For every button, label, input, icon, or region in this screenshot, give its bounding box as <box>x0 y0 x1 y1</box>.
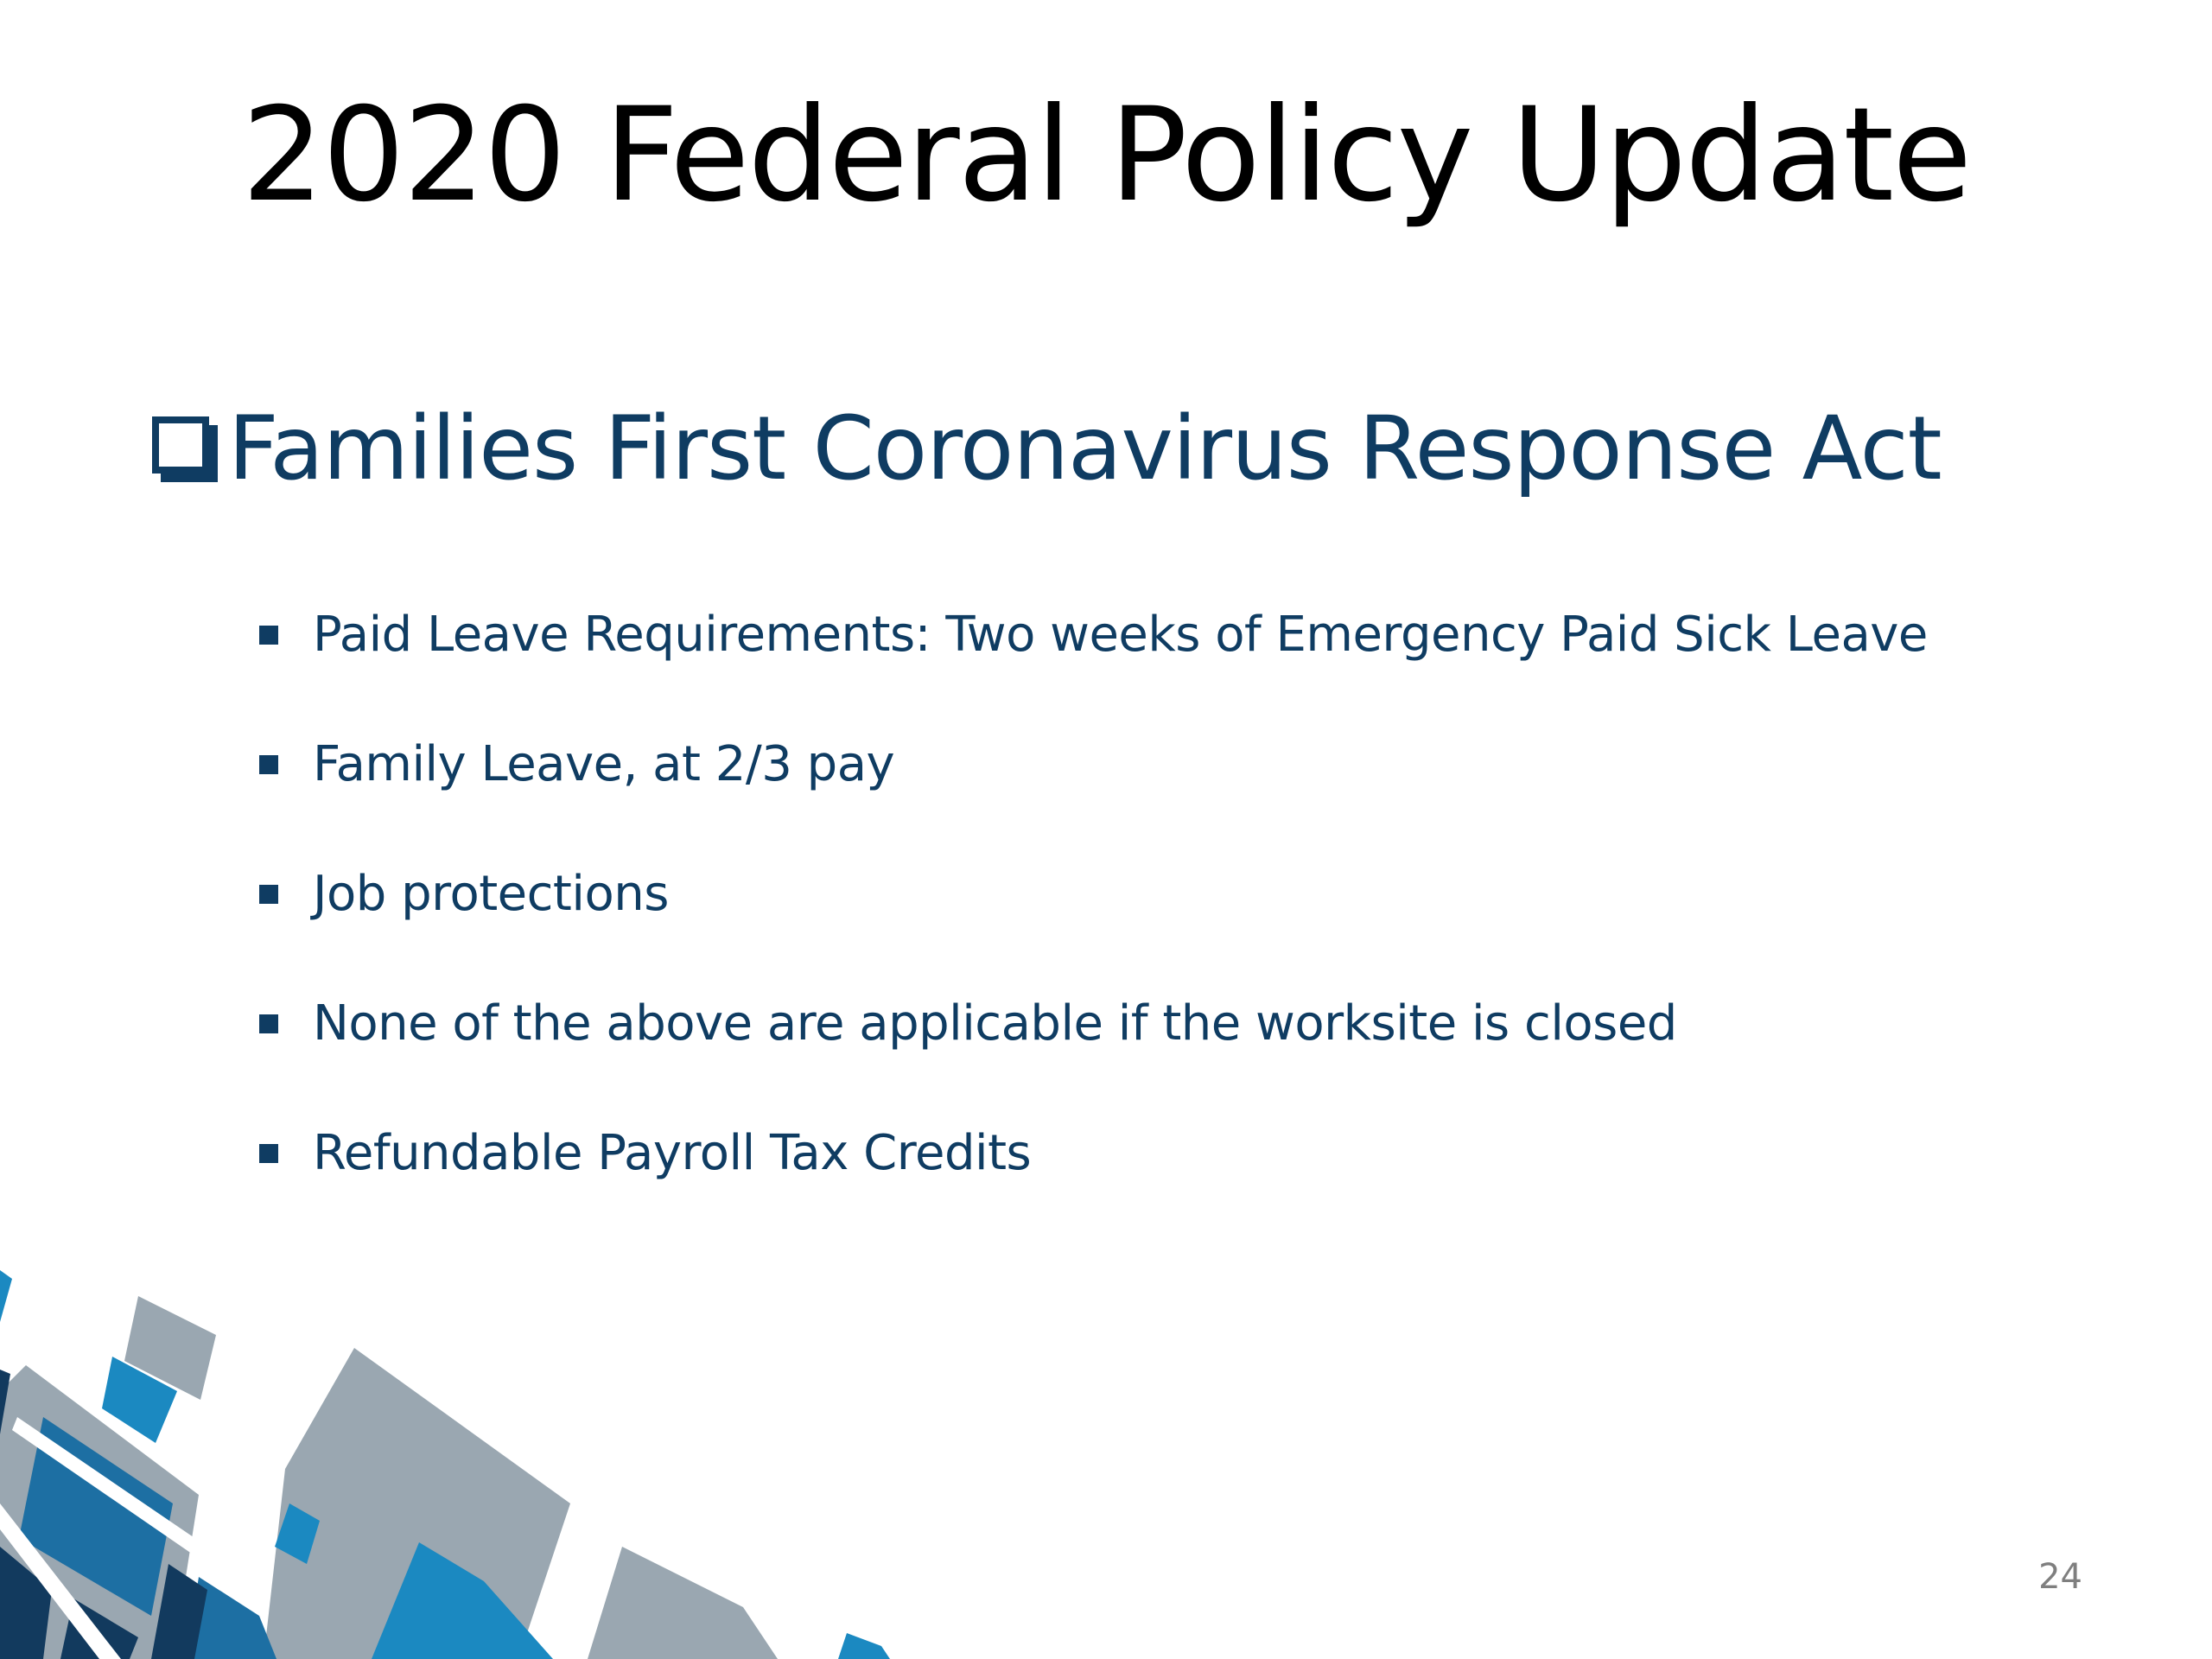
bullet-text: Job protections <box>313 866 669 922</box>
page-number: 24 <box>2038 1557 2082 1597</box>
bullet-list <box>259 570 1928 1218</box>
deco-tile-light-blue <box>0 1270 12 1322</box>
bullet-text: None of the above are applicable if the worksite is closed <box>313 995 1677 1052</box>
list-item <box>259 570 1928 700</box>
slide-title: 2020 Federal Policy Update <box>241 80 1971 231</box>
square-bullet-icon <box>259 755 278 774</box>
checkbox-icon <box>149 413 221 486</box>
bullet-text: Family Leave, at 2/3 pay <box>313 736 895 792</box>
deco-tile-gray <box>588 1547 778 1659</box>
square-bullet-icon <box>259 1144 278 1163</box>
square-bullet-icon <box>259 1014 278 1033</box>
section-heading-text: Families First Coronavirus Response Act <box>228 397 1942 500</box>
bullet-text: Paid Leave Requirements: Two weeks of Emergency Paid Sick Leave <box>313 607 1928 663</box>
list-item <box>259 700 1928 830</box>
decorative-tile-pattern <box>0 1210 950 1659</box>
section-heading <box>149 393 1942 505</box>
list-item <box>259 1089 1928 1218</box>
square-bullet-icon <box>259 885 278 904</box>
deco-tile-light-blue <box>838 1633 890 1659</box>
list-item <box>259 959 1928 1089</box>
list-item <box>259 830 1928 959</box>
square-bullet-icon <box>259 626 278 645</box>
bullet-text: Refundable Payroll Tax Credits <box>313 1125 1032 1181</box>
